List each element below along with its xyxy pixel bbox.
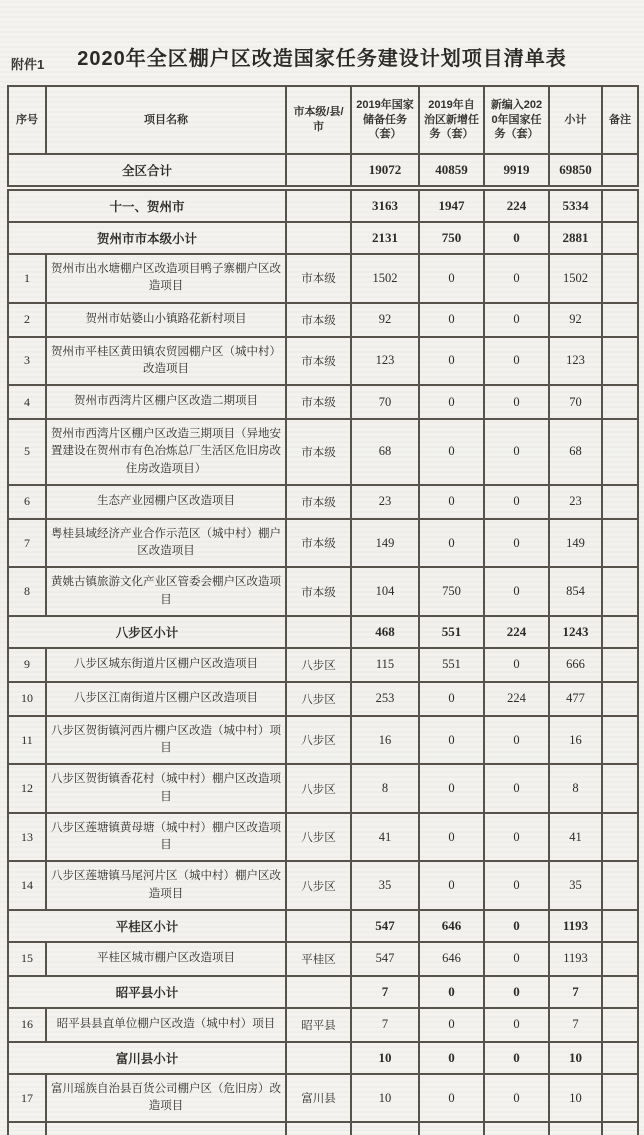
- region-cell: 富川县: [286, 1074, 351, 1123]
- summary-row: [8, 154, 638, 188]
- remark-cell: [602, 485, 638, 519]
- value-cell: 10: [549, 1074, 602, 1123]
- value-cell: 40859: [419, 154, 484, 188]
- region-cell: [286, 976, 351, 1008]
- region-cell: 八步区: [286, 682, 351, 716]
- project-name-cell: 生态产业园棚户区改造项目: [46, 485, 286, 519]
- remark-cell: [602, 188, 638, 222]
- seq-cell: 7: [8, 519, 46, 568]
- value-cell: 35: [549, 861, 602, 910]
- region-cell: [286, 154, 351, 188]
- partial-cell: [46, 1122, 286, 1135]
- value-cell: 10: [549, 1042, 602, 1074]
- value-cell: 253: [351, 682, 419, 716]
- value-cell: 68: [351, 419, 419, 485]
- seq-cell: 17: [8, 1074, 46, 1123]
- column-header: 市本级/县/市: [286, 86, 351, 154]
- value-cell: 0: [484, 648, 549, 682]
- remark-cell: [602, 419, 638, 485]
- value-cell: 10: [351, 1042, 419, 1074]
- value-cell: 7: [549, 1008, 602, 1042]
- value-cell: 23: [549, 485, 602, 519]
- value-cell: 123: [549, 337, 602, 386]
- project-name-cell: 平桂区城市棚户区改造项目: [46, 942, 286, 976]
- value-cell: 0: [419, 385, 484, 419]
- value-cell: 0: [419, 764, 484, 813]
- remark-cell: [602, 254, 638, 303]
- region-cell: 八步区: [286, 648, 351, 682]
- value-cell: 0: [484, 764, 549, 813]
- summary-label: 富川县小计: [8, 1042, 286, 1074]
- project-name-cell: 昭平县县直单位棚户区改造（城中村）项目: [46, 1008, 286, 1042]
- region-cell: [286, 616, 351, 648]
- seq-cell: 6: [8, 485, 46, 519]
- summary-row: [8, 616, 638, 648]
- partial-cell: [602, 1122, 638, 1135]
- project-row: [8, 861, 638, 910]
- value-cell: 0: [419, 1042, 484, 1074]
- project-row: [8, 519, 638, 568]
- remark-cell: [602, 616, 638, 648]
- partial-cell: [286, 1122, 351, 1135]
- remark-cell: [602, 567, 638, 616]
- value-cell: 23: [351, 485, 419, 519]
- value-cell: 224: [484, 188, 549, 222]
- value-cell: 10: [351, 1074, 419, 1123]
- value-cell: 41: [351, 813, 419, 862]
- seq-cell: 2: [8, 303, 46, 337]
- seq-cell: 9: [8, 648, 46, 682]
- remark-cell: [602, 1008, 638, 1042]
- project-row: [8, 648, 638, 682]
- seq-cell: 12: [8, 764, 46, 813]
- remark-cell: [602, 910, 638, 942]
- value-cell: 0: [419, 419, 484, 485]
- value-cell: 0: [484, 861, 549, 910]
- remark-cell: [602, 519, 638, 568]
- value-cell: 70: [549, 385, 602, 419]
- value-cell: 0: [484, 337, 549, 386]
- remark-cell: [602, 976, 638, 1008]
- project-row: [8, 942, 638, 976]
- column-header: 2019年自治区新增任务（套）: [419, 86, 484, 154]
- value-cell: 0: [419, 519, 484, 568]
- region-cell: [286, 1042, 351, 1074]
- value-cell: 16: [549, 716, 602, 765]
- value-cell: 547: [351, 942, 419, 976]
- summary-row: [8, 976, 638, 1008]
- remark-cell: [602, 154, 638, 188]
- partial-cell: [351, 1122, 419, 1135]
- region-cell: 昭平县: [286, 1008, 351, 1042]
- scanned-document-page: [0, 42, 644, 1128]
- value-cell: 1193: [549, 910, 602, 942]
- region-cell: 市本级: [286, 419, 351, 485]
- value-cell: 551: [419, 616, 484, 648]
- remark-cell: [602, 716, 638, 765]
- remark-cell: [602, 337, 638, 386]
- region-cell: 市本级: [286, 385, 351, 419]
- value-cell: 16: [351, 716, 419, 765]
- value-cell: 3163: [351, 188, 419, 222]
- partial-cell: [8, 1122, 46, 1135]
- value-cell: 0: [484, 1008, 549, 1042]
- region-cell: 八步区: [286, 861, 351, 910]
- project-name-cell: 八步区城东街道片区棚户区改造项目: [46, 648, 286, 682]
- region-cell: [286, 188, 351, 222]
- value-cell: 41: [549, 813, 602, 862]
- remark-cell: [602, 1074, 638, 1123]
- region-cell: 八步区: [286, 813, 351, 862]
- value-cell: 0: [484, 567, 549, 616]
- remark-cell: [602, 942, 638, 976]
- remark-cell: [602, 385, 638, 419]
- summary-label: 贺州市市本级小计: [8, 222, 286, 254]
- seq-cell: 14: [8, 861, 46, 910]
- project-name-cell: 贺州市姑婆山小镇路花新村项目: [46, 303, 286, 337]
- value-cell: 0: [419, 716, 484, 765]
- project-name-cell: 八步区贺街镇香花村（城中村）棚户区改造项目: [46, 764, 286, 813]
- seq-cell: 1: [8, 254, 46, 303]
- value-cell: 0: [419, 303, 484, 337]
- column-header: 备注: [602, 86, 638, 154]
- project-name-cell: 粤桂县域经济产业合作示范区（城中村）棚户区改造项目: [46, 519, 286, 568]
- value-cell: 1502: [549, 254, 602, 303]
- value-cell: 468: [351, 616, 419, 648]
- remark-cell: [602, 222, 638, 254]
- region-cell: 八步区: [286, 764, 351, 813]
- project-row: [8, 419, 638, 485]
- attachment-label: 附件1: [11, 57, 45, 72]
- value-cell: 149: [351, 519, 419, 568]
- value-cell: 92: [549, 303, 602, 337]
- column-header: 2019年国家储备任务（套）: [351, 86, 419, 154]
- value-cell: 0: [419, 1008, 484, 1042]
- remark-cell: [602, 1042, 638, 1074]
- value-cell: 0: [484, 942, 549, 976]
- seq-cell: 11: [8, 716, 46, 765]
- project-row: [8, 813, 638, 862]
- value-cell: 69850: [549, 154, 602, 188]
- summary-row: [8, 910, 638, 942]
- value-cell: 8: [549, 764, 602, 813]
- region-cell: [286, 910, 351, 942]
- partial-cell: [484, 1122, 549, 1135]
- value-cell: 1947: [419, 188, 484, 222]
- projects-table: [7, 85, 639, 1135]
- summary-label: 平桂区小计: [8, 910, 286, 942]
- value-cell: 0: [484, 976, 549, 1008]
- project-name-cell: 八步区江南街道片区棚户区改造项目: [46, 682, 286, 716]
- value-cell: 0: [419, 485, 484, 519]
- value-cell: 0: [419, 861, 484, 910]
- value-cell: 19072: [351, 154, 419, 188]
- project-name-cell: 贺州市出水塘棚户区改造项目鸭子寨棚户区改造项目: [46, 254, 286, 303]
- column-header: 新编入2020年国家任务（套）: [484, 86, 549, 154]
- seq-cell: 13: [8, 813, 46, 862]
- remark-cell: [602, 303, 638, 337]
- page-title: 2020年全区棚户区改造国家任务建设计划项目清单表: [77, 48, 567, 70]
- seq-cell: 10: [8, 682, 46, 716]
- value-cell: 149: [549, 519, 602, 568]
- value-cell: 0: [419, 976, 484, 1008]
- project-name-cell: 八步区贺街镇河西片棚户区改造（城中村）项目: [46, 716, 286, 765]
- value-cell: 8: [351, 764, 419, 813]
- value-cell: 115: [351, 648, 419, 682]
- seq-cell: 15: [8, 942, 46, 976]
- project-name-cell: 黄姚古镇旅游文化产业区管委会棚户区改造项目: [46, 567, 286, 616]
- partial-cell: [419, 1122, 484, 1135]
- value-cell: 92: [351, 303, 419, 337]
- summary-label: 八步区小计: [8, 616, 286, 648]
- value-cell: 477: [549, 682, 602, 716]
- project-row: [8, 716, 638, 765]
- value-cell: 646: [419, 942, 484, 976]
- project-name-cell: 富川瑶族自治县百货公司棚户区（危旧房）改造项目: [46, 1074, 286, 1123]
- column-header: 小计: [549, 86, 602, 154]
- value-cell: 2881: [549, 222, 602, 254]
- value-cell: 2131: [351, 222, 419, 254]
- value-cell: 0: [419, 813, 484, 862]
- value-cell: 5334: [549, 188, 602, 222]
- remark-cell: [602, 813, 638, 862]
- value-cell: 1502: [351, 254, 419, 303]
- column-header: 序号: [8, 86, 46, 154]
- value-cell: 854: [549, 567, 602, 616]
- region-cell: 平桂区: [286, 942, 351, 976]
- value-cell: 646: [419, 910, 484, 942]
- project-name-cell: 贺州市西湾片区棚户区改造二期项目: [46, 385, 286, 419]
- table-body: [8, 154, 638, 1135]
- project-name-cell: 贺州市平桂区黄田镇农贸园棚户区（城中村）改造项目: [46, 337, 286, 386]
- value-cell: 0: [484, 222, 549, 254]
- seq-cell: 3: [8, 337, 46, 386]
- remark-cell: [602, 764, 638, 813]
- project-row: [8, 1074, 638, 1123]
- value-cell: 666: [549, 648, 602, 682]
- value-cell: 0: [419, 1074, 484, 1123]
- value-cell: 0: [484, 303, 549, 337]
- project-row: [8, 385, 638, 419]
- value-cell: 0: [484, 419, 549, 485]
- region-cell: 市本级: [286, 303, 351, 337]
- summary-label: 全区合计: [8, 154, 286, 188]
- value-cell: 35: [351, 861, 419, 910]
- region-cell: 市本级: [286, 337, 351, 386]
- region-cell: [286, 222, 351, 254]
- summary-row: [8, 222, 638, 254]
- partial-row: [8, 1122, 638, 1135]
- remark-cell: [602, 648, 638, 682]
- value-cell: 224: [484, 616, 549, 648]
- column-header: 项目名称: [46, 86, 286, 154]
- value-cell: 0: [484, 485, 549, 519]
- project-row: [8, 303, 638, 337]
- project-row: [8, 485, 638, 519]
- summary-row: [8, 188, 638, 222]
- remark-cell: [602, 682, 638, 716]
- value-cell: 7: [549, 976, 602, 1008]
- project-name-cell: 八步区莲塘镇马尾河片区（城中村）棚户区改造项目: [46, 861, 286, 910]
- value-cell: 0: [419, 682, 484, 716]
- value-cell: 0: [484, 519, 549, 568]
- value-cell: 551: [419, 648, 484, 682]
- value-cell: 0: [484, 910, 549, 942]
- value-cell: 1243: [549, 616, 602, 648]
- summary-label: 十一、贺州市: [8, 188, 286, 222]
- table-header-row: [8, 86, 638, 154]
- value-cell: 123: [351, 337, 419, 386]
- value-cell: 9919: [484, 154, 549, 188]
- value-cell: 1193: [549, 942, 602, 976]
- project-row: [8, 254, 638, 303]
- seq-cell: 16: [8, 1008, 46, 1042]
- value-cell: 750: [419, 567, 484, 616]
- value-cell: 750: [419, 222, 484, 254]
- value-cell: 224: [484, 682, 549, 716]
- project-row: [8, 764, 638, 813]
- region-cell: 市本级: [286, 485, 351, 519]
- value-cell: 0: [484, 813, 549, 862]
- value-cell: 0: [484, 1074, 549, 1123]
- project-name-cell: 贺州市西湾片区棚户区改造三期项目（异地安置建设在贺州市有色冶炼总厂生活区危旧房改住房改造项目）: [46, 419, 286, 485]
- seq-cell: 8: [8, 567, 46, 616]
- region-cell: 市本级: [286, 254, 351, 303]
- region-cell: 八步区: [286, 716, 351, 765]
- value-cell: 0: [419, 337, 484, 386]
- region-cell: 市本级: [286, 567, 351, 616]
- partial-cell: [549, 1122, 602, 1135]
- value-cell: 70: [351, 385, 419, 419]
- value-cell: 0: [419, 254, 484, 303]
- value-cell: 0: [484, 1042, 549, 1074]
- value-cell: 547: [351, 910, 419, 942]
- value-cell: 0: [484, 254, 549, 303]
- seq-cell: 5: [8, 419, 46, 485]
- project-row: [8, 567, 638, 616]
- remark-cell: [602, 861, 638, 910]
- summary-row: [8, 1042, 638, 1074]
- project-row: [8, 337, 638, 386]
- value-cell: 0: [484, 716, 549, 765]
- project-row: [8, 1008, 638, 1042]
- seq-cell: 4: [8, 385, 46, 419]
- value-cell: 104: [351, 567, 419, 616]
- region-cell: 市本级: [286, 519, 351, 568]
- value-cell: 68: [549, 419, 602, 485]
- value-cell: 7: [351, 976, 419, 1008]
- project-row: [8, 682, 638, 716]
- value-cell: 7: [351, 1008, 419, 1042]
- summary-label: 昭平县小计: [8, 976, 286, 1008]
- value-cell: 0: [484, 385, 549, 419]
- table-header: [8, 86, 638, 154]
- project-name-cell: 八步区莲塘镇黄母塘（城中村）棚户区改造项目: [46, 813, 286, 862]
